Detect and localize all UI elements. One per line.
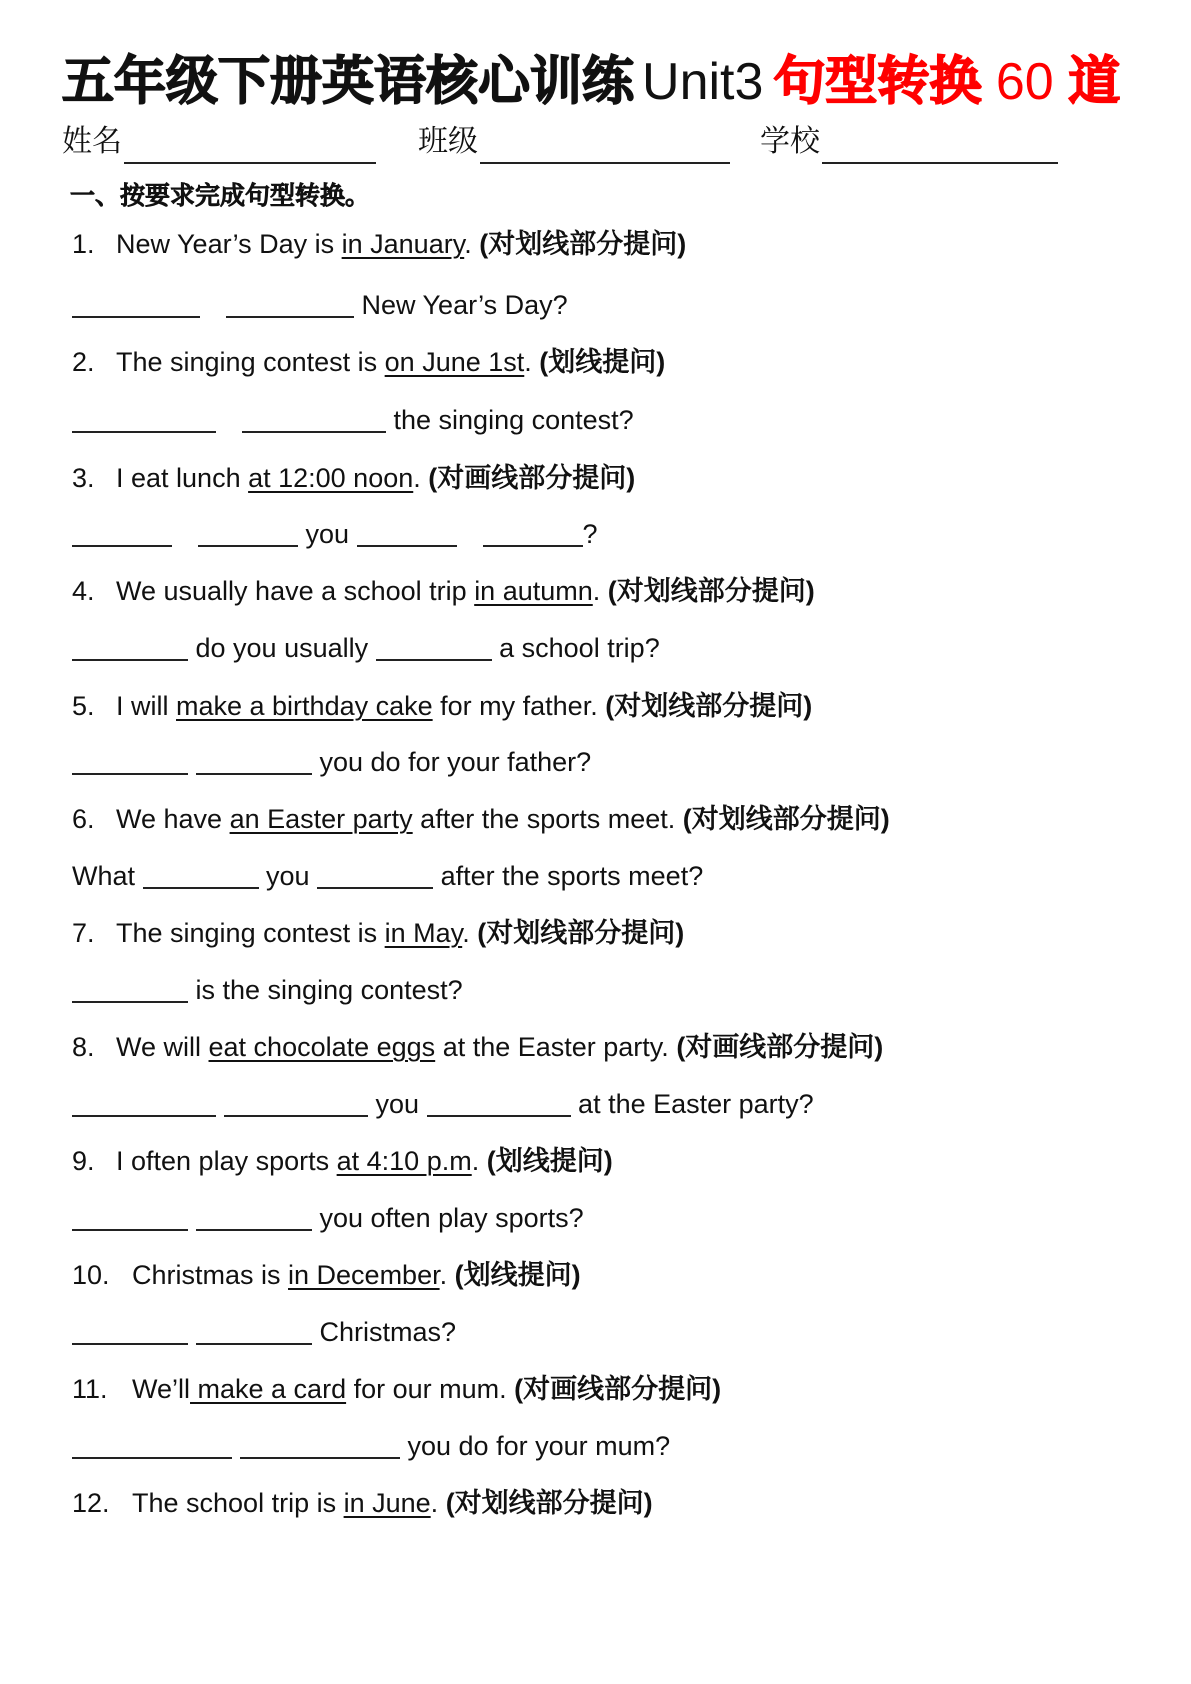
answer-text: at the Easter party? (570, 1089, 814, 1119)
question-number: 7. (72, 918, 95, 948)
question-number: 5. (72, 691, 95, 721)
answer-blank[interactable] (72, 403, 216, 433)
question-text: We’ll (132, 1374, 191, 1404)
student-info-row (62, 120, 1142, 164)
instruction-hint: (对划线部分提问) (682, 804, 890, 834)
instruction-hint: (对划线部分提问) (479, 229, 687, 259)
answer-2 (72, 402, 634, 438)
question-text: I will (116, 691, 176, 721)
answer-text: you often play sports? (312, 1203, 584, 1233)
title-count: 60 (995, 53, 1054, 111)
title-unit: Unit3 (642, 53, 764, 111)
question-number: 2. (72, 347, 95, 377)
answer-text: you (258, 861, 318, 891)
underlined-text: in January (341, 229, 465, 259)
answer-text: after the sports meet? (433, 861, 704, 891)
answer-blank[interactable] (196, 745, 312, 775)
answer-9 (72, 1200, 584, 1236)
instruction-hint: (对划线部分提问) (477, 918, 685, 948)
question-text: We will (116, 1032, 209, 1062)
answer-text: New Year’s Day? (354, 290, 568, 320)
question-9 (72, 1143, 613, 1179)
question-11 (72, 1371, 721, 1407)
answer-blank[interactable] (240, 1429, 400, 1459)
underlined-text: an Easter party (229, 804, 413, 834)
question-number: 8. (72, 1032, 95, 1062)
question-10 (72, 1257, 581, 1293)
question-8 (72, 1029, 883, 1065)
question-number: 1. (72, 229, 95, 259)
answer-1 (72, 287, 568, 323)
answer-blank[interactable] (196, 1315, 312, 1345)
underlined-text: at 4:10 p.m (336, 1146, 472, 1176)
question-text: . (592, 576, 608, 606)
instruction-hint: (对画线部分提问) (676, 1032, 884, 1062)
underlined-text: in May (384, 918, 463, 948)
answer-6 (72, 858, 703, 894)
title-main: 五年级下册英语核心训练 (62, 53, 635, 111)
answer-blank[interactable] (357, 517, 457, 547)
instruction-hint: (对画线部分提问) (514, 1374, 722, 1404)
question-text: . (439, 1260, 455, 1290)
worksheet-title (62, 50, 1120, 114)
class-field (418, 120, 730, 164)
title-suffix: 道 (1068, 53, 1121, 111)
question-number: 3. (72, 463, 95, 493)
instruction-hint: (对画线部分提问) (428, 463, 636, 493)
answer-10 (72, 1314, 456, 1350)
answer-blank[interactable] (143, 859, 259, 889)
question-text: . (471, 1146, 487, 1176)
question-text: . (430, 1488, 446, 1518)
question-text: We have (116, 804, 230, 834)
answer-text: you do for your mum? (400, 1431, 671, 1461)
question-text: The school trip is (132, 1488, 344, 1518)
answer-text: you do for your father? (312, 747, 592, 777)
answer-blank[interactable] (72, 745, 188, 775)
question-number: 11. (72, 1374, 108, 1404)
answer-blank[interactable] (72, 631, 188, 661)
underlined-text: eat chocolate eggs (208, 1032, 436, 1062)
question-text: for my father. (432, 691, 606, 721)
instruction-hint: (对划线部分提问) (605, 691, 813, 721)
answer-blank[interactable] (72, 1087, 216, 1117)
answer-blank[interactable] (483, 517, 583, 547)
question-text: The singing contest is (116, 347, 385, 377)
underlined-text: in June (343, 1488, 431, 1518)
answer-blank[interactable] (72, 973, 188, 1003)
answer-text: a school trip? (491, 633, 660, 663)
question-text: We usually have a school trip (116, 576, 475, 606)
question-number: 12. (72, 1488, 110, 1518)
question-number: 6. (72, 804, 95, 834)
answer-text: do you usually (188, 633, 376, 663)
question-text: I eat lunch (116, 463, 249, 493)
underlined-text: make a birthday cake (176, 691, 433, 721)
title-highlight (773, 53, 1120, 111)
instruction-hint: (划线提问) (539, 347, 666, 377)
question-text: I often play sports (116, 1146, 337, 1176)
underlined-text: make a card (190, 1374, 347, 1404)
answer-blank[interactable] (72, 1429, 232, 1459)
answer-7 (72, 972, 463, 1008)
answer-8 (72, 1086, 814, 1122)
answer-blank[interactable] (198, 517, 298, 547)
question-text: for our mum. (346, 1374, 515, 1404)
answer-blank[interactable] (317, 859, 433, 889)
answer-11 (72, 1428, 670, 1464)
answer-text: is the singing contest? (188, 975, 463, 1005)
answer-blank[interactable] (72, 288, 200, 318)
question-text: . (524, 347, 540, 377)
underlined-text: at 12:00 noon (248, 463, 414, 493)
question-4 (72, 573, 815, 609)
answer-blank[interactable] (427, 1087, 571, 1117)
question-6 (72, 801, 890, 837)
question-text: after the sports meet. (412, 804, 683, 834)
question-3 (72, 460, 635, 496)
question-text: New Year’s Day is (116, 229, 342, 259)
question-text: Christmas is (132, 1260, 289, 1290)
school-input-line[interactable] (822, 128, 1058, 164)
school-field (760, 120, 1058, 164)
name-input-line[interactable] (124, 128, 376, 164)
question-text: . (413, 463, 429, 493)
name-label: 姓名 (62, 125, 122, 158)
question-7 (72, 915, 684, 951)
instruction-hint: (划线提问) (454, 1260, 581, 1290)
class-input-line[interactable] (480, 128, 730, 164)
question-number: 4. (72, 576, 95, 606)
question-text: The singing contest is (116, 918, 385, 948)
answer-blank[interactable] (72, 517, 172, 547)
answer-blank[interactable] (376, 631, 492, 661)
answer-text: ? (582, 519, 598, 549)
title-highlight-text: 句型转换 (773, 53, 982, 111)
school-label: 学校 (760, 125, 820, 158)
instruction-hint: (划线提问) (486, 1146, 613, 1176)
underlined-text: on June 1st (384, 347, 525, 377)
instruction-hint: (对划线部分提问) (607, 576, 815, 606)
question-5 (72, 688, 812, 724)
instruction-hint: (对划线部分提问) (445, 1488, 653, 1518)
answer-text: Christmas? (312, 1317, 457, 1347)
question-2 (72, 344, 665, 380)
question-number: 9. (72, 1146, 95, 1176)
question-text: at the Easter party. (435, 1032, 677, 1062)
answer-3 (72, 516, 598, 552)
section-heading: 一、按要求完成句型转换。 (70, 182, 371, 210)
answer-text: What (72, 861, 143, 891)
answer-blank[interactable] (196, 1201, 312, 1231)
answer-blank[interactable] (72, 1315, 188, 1345)
underlined-text: in autumn (474, 576, 593, 606)
question-number: 10. (72, 1260, 110, 1290)
answer-text: you (368, 1089, 427, 1119)
answer-blank[interactable] (224, 1087, 368, 1117)
answer-blank[interactable] (72, 1201, 188, 1231)
answer-text: you (298, 519, 357, 549)
question-text: . (464, 229, 480, 259)
answer-5 (72, 744, 591, 780)
question-12 (72, 1485, 653, 1521)
answer-blank[interactable] (226, 288, 354, 318)
answer-blank[interactable] (242, 403, 386, 433)
answer-text: the singing contest? (386, 405, 634, 435)
question-text: . (462, 918, 478, 948)
underlined-text: in December (288, 1260, 440, 1290)
name-field (62, 120, 376, 164)
question-1 (72, 226, 686, 262)
answer-4 (72, 630, 660, 666)
class-label: 班级 (418, 125, 478, 158)
